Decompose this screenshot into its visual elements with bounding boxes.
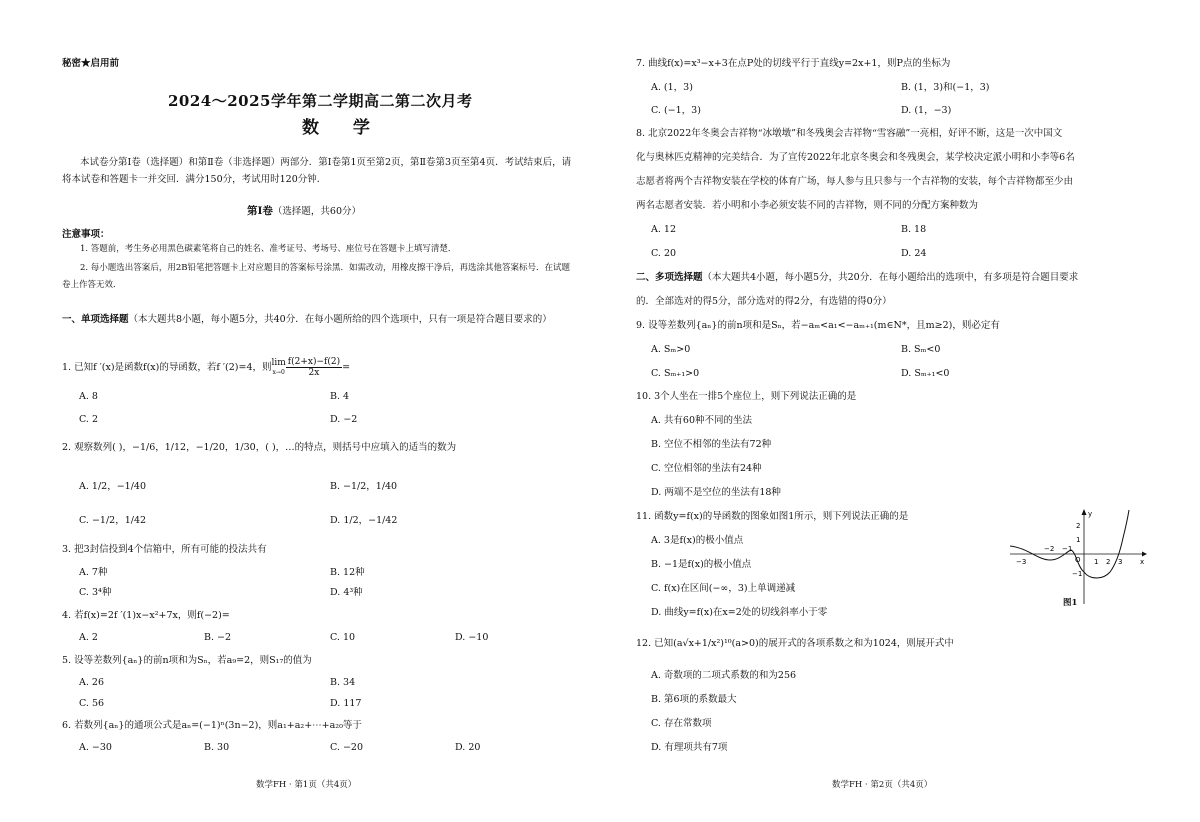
q7-option-c: C. (−1，3): [651, 105, 701, 116]
part1-heading: [247, 205, 361, 218]
q1-fraction: [286, 357, 342, 378]
note-2: 2. 每小题选出答案后，用2B铅笔把答题卡上对应题目的答案标号涂黑．如需改动，用橡皮擦干净后，再选涂其他答案标号．在试题卷上作答无效．: [62, 263, 570, 290]
q7-stem: 7. 曲线f(x)=x³−x+3在点P处的切线平行于直线y=2x+1，则P点的坐标为: [636, 58, 951, 69]
q1-stem: [62, 357, 350, 378]
q8-line-4: 两名志愿者安装．若小明和小李必须安装不同的吉祥物，则不同的分配方案种数为: [636, 200, 979, 211]
fig-tick-x2: 2: [1106, 558, 1111, 566]
fig-x-label: x: [1140, 558, 1145, 566]
q5-option-c: C. 56: [79, 698, 105, 709]
q6-option-d: D. 20: [455, 742, 481, 753]
q11-stem: 11. 函数y=f(x)的导函数的图象如图1所示，则下列说法正确的是: [636, 511, 909, 522]
q7-option-a: A. (1，3): [651, 82, 693, 93]
derivative-curve: [1010, 510, 1129, 578]
q9-stem: 9. 设等差数列{aₙ}的前n项和是Sₙ，若−aₘ<a₁<−aₘ₊₁(m∈N*，且m≥2)，则必定有: [636, 320, 1000, 331]
q10-option-b: B. 空位不相邻的坐法有72种: [651, 439, 772, 450]
q8-option-c: C. 20: [651, 248, 677, 259]
part1-title: 第Ⅰ卷: [247, 205, 273, 217]
secret-label: 秘密★启用前: [62, 58, 120, 69]
section1-title: 一、单项选择题: [62, 314, 129, 325]
q8-option-b: B. 18: [901, 224, 927, 235]
q9-option-c: C. Sₘ₊₁>0: [651, 368, 700, 379]
q8-option-a: A. 12: [651, 224, 676, 235]
q4-option-a: A. 2: [79, 632, 98, 643]
section2-title: 二、多项选择题: [636, 272, 703, 283]
q2-option-d: D. 1/2，−1/42: [330, 515, 398, 526]
q1-lim-sub: x→0: [272, 368, 285, 376]
q2-option-b: B. −1/2，1/40: [330, 481, 398, 492]
figure-1-caption: 图1: [1063, 598, 1078, 608]
fig-tick-xm2: −2: [1044, 545, 1055, 553]
q1-option-b: B. 4: [330, 391, 350, 402]
q4-option-c: C. 10: [330, 632, 356, 643]
q3-option-b: B. 12种: [330, 567, 365, 578]
q7-option-d: D. (1，−3): [901, 105, 952, 116]
intro-paragraph: 本试卷分第Ⅰ卷（选择题）和第Ⅱ卷（非选择题）两部分．第Ⅰ卷第1页至第2页，第Ⅱ卷第3页至第4页．考试结束后，请将本试卷和答题卡一并交回．满分150分，考试用时120分钟．: [62, 157, 572, 185]
note-1: 1. 答题前，考生务必用黑色碳素笔将自己的姓名、准考证号、考场号、座位号在答题卡上填写清楚．: [80, 244, 457, 254]
q1-option-a: A. 8: [79, 391, 98, 402]
notes-title: 注意事项：: [62, 229, 110, 240]
q6-option-b: B. 30: [204, 742, 230, 753]
part1-subtitle: （选择题，共60分）: [272, 206, 362, 217]
q1-limit: [272, 359, 286, 377]
q12-stem-b: (a>0)的展开式的各项系数之和为1024，则展开式中: [731, 638, 954, 649]
q4-option-d: D. −10: [455, 632, 489, 643]
q10-option-d: D. 两端不是空位的坐法有18种: [651, 487, 781, 498]
section2-desc-1: （本大题共4小题，每小题5分，共20分．在每小题给出的选项中，有多项是符合题目要求: [702, 272, 1079, 283]
q4-option-b: B. −2: [204, 632, 232, 643]
q4-stem: 4. 若f(x)=2f ′(1)x−x²+7x，则f(−2)=: [62, 610, 230, 621]
fig-tick-y2: 2: [1076, 522, 1081, 530]
y-axis-arrow: [1082, 509, 1087, 515]
fig-tick-y1: 1: [1076, 536, 1081, 544]
q12-option-b: B. 第6项的系数最大: [651, 694, 737, 705]
q1-denominator: 2x: [308, 368, 320, 378]
fig-origin-label: O: [1075, 556, 1081, 564]
q1-stem-text: 1. 已知f ′(x)是函数f(x)的导函数，若f ′(2)=4，则: [62, 362, 272, 373]
q12-option-d: D. 有理项共有7项: [651, 742, 728, 753]
q11-option-d: D. 曲线y=f(x)在x=2处的切线斜率小于零: [651, 607, 828, 618]
q12-expression: (a√x+1/x²)¹⁰: [673, 638, 732, 649]
q3-option-c: C. 3⁴种: [79, 587, 112, 598]
q1-option-c: C. 2: [79, 414, 99, 425]
q9-option-b: B. Sₘ<0: [901, 344, 941, 355]
q5-option-b: B. 34: [330, 677, 356, 688]
fig-tick-x1: 1: [1094, 558, 1099, 566]
figure-1-derivative-graph: [1008, 508, 1148, 606]
q6-option-a: A. −30: [79, 742, 112, 753]
page1-footer: 数学FH · 第1页（共4页）: [256, 780, 357, 790]
exam-title: 2024～2025学年第二学期高二第二次月考: [168, 92, 473, 110]
q11-option-a: A. 3是f(x)的极小值点: [651, 535, 744, 546]
q2-stem: 2. 观察数列( )，−1/6，1/12，−1/20，1/30，( )，…的特点，则括号中应填入的适当的数为: [62, 442, 457, 453]
q10-option-c: C. 空位相邻的坐法有24种: [651, 463, 762, 474]
q8-line-2: 化与奥林匹克精神的完美结合．为了宣传2022年北京冬奥会和冬残奥会，某学校决定派小明和小李等6名: [636, 152, 1075, 163]
q11-option-c: C. f(x)在区间(−∞，3)上单调递减: [651, 583, 796, 594]
fig-tick-xm1: −1: [1062, 545, 1073, 553]
q5-stem: 5. 设等差数列{aₙ}的前n项和为Sₙ，若a₉=2，则S₁₇的值为: [62, 655, 312, 666]
q5-option-d: D. 117: [330, 698, 362, 709]
section2-desc-2: 的．全部选对的得5分，部分选对的得2分，有选错的得0分）: [636, 296, 892, 307]
q12-option-c: C. 存在常数项: [651, 718, 712, 729]
fig-tick-xm3: −3: [1016, 558, 1027, 566]
q12-option-a: A. 奇数项的二项式系数的和为256: [651, 670, 797, 681]
q8-line-3: 志愿者将两个吉祥物安装在学校的体育广场，每人参与且只参与一个吉祥物的安装，每个吉祥物都至少由: [636, 176, 1074, 187]
section1-header: [62, 310, 574, 330]
q9-option-a: A. Sₘ>0: [651, 344, 691, 355]
fig-tick-ym1: −1: [1072, 570, 1083, 578]
q3-option-d: D. 4³种: [330, 587, 363, 598]
x-axis-arrow: [1142, 552, 1147, 557]
q6-option-c: C. −20: [330, 742, 364, 753]
section2-header: [636, 271, 1078, 284]
fig-tick-x3: 3: [1118, 558, 1123, 566]
q12-stem-a: 12. 已知: [636, 638, 674, 649]
fig-y-label: y: [1088, 510, 1093, 518]
q1-option-d: D. −2: [330, 414, 358, 425]
page2-footer: 数学FH · 第2页（共4页）: [832, 780, 933, 790]
q10-option-a: A. 共有60种不同的坐法: [651, 415, 752, 426]
q5-option-a: A. 26: [79, 677, 104, 688]
exam-page-2: [600, 0, 1200, 822]
q11-option-b: B. −1是f(x)的极小值点: [651, 559, 752, 570]
q2-option-a: A. 1/2，−1/40: [79, 481, 146, 492]
q1-numerator: f(2+x)−f(2): [287, 357, 341, 367]
q8-line-1: 8. 北京2022年冬奥会吉祥物“冰墩墩”和冬残奥会吉祥物“雪容融”一亮相，好评不断，这是一次中国文: [636, 128, 1063, 139]
q7-option-b: B. (1，3)和(−1，3): [901, 82, 990, 93]
q3-option-a: A. 7种: [79, 567, 108, 578]
q1-lim: lim: [271, 357, 286, 368]
q6-stem: 6. 若数列{aₙ}的通项公式是aₙ=(−1)ⁿ(3n−2)，则a₁+a₂+⋯+a₂₀等于: [62, 720, 362, 731]
q12-stem: [636, 637, 954, 650]
q2-option-c: C. −1/2，1/42: [79, 515, 147, 526]
q1-equals: =: [342, 362, 351, 373]
q10-stem: 10. 3个人坐在一排5个座位上，则下列说法正确的是: [636, 391, 857, 402]
q8-option-d: D. 24: [901, 248, 927, 259]
q3-stem: 3. 把3封信投到4个信箱中，所有可能的投法共有: [62, 544, 267, 555]
subject-title: 数 学: [302, 118, 384, 138]
q9-option-d: D. Sₘ₊₁<0: [901, 368, 950, 379]
section1-desc: （本大题共8小题，每小题5分，共40分．在每小题所给的四个选项中，只有一项是符合题目要求的）: [128, 314, 552, 325]
